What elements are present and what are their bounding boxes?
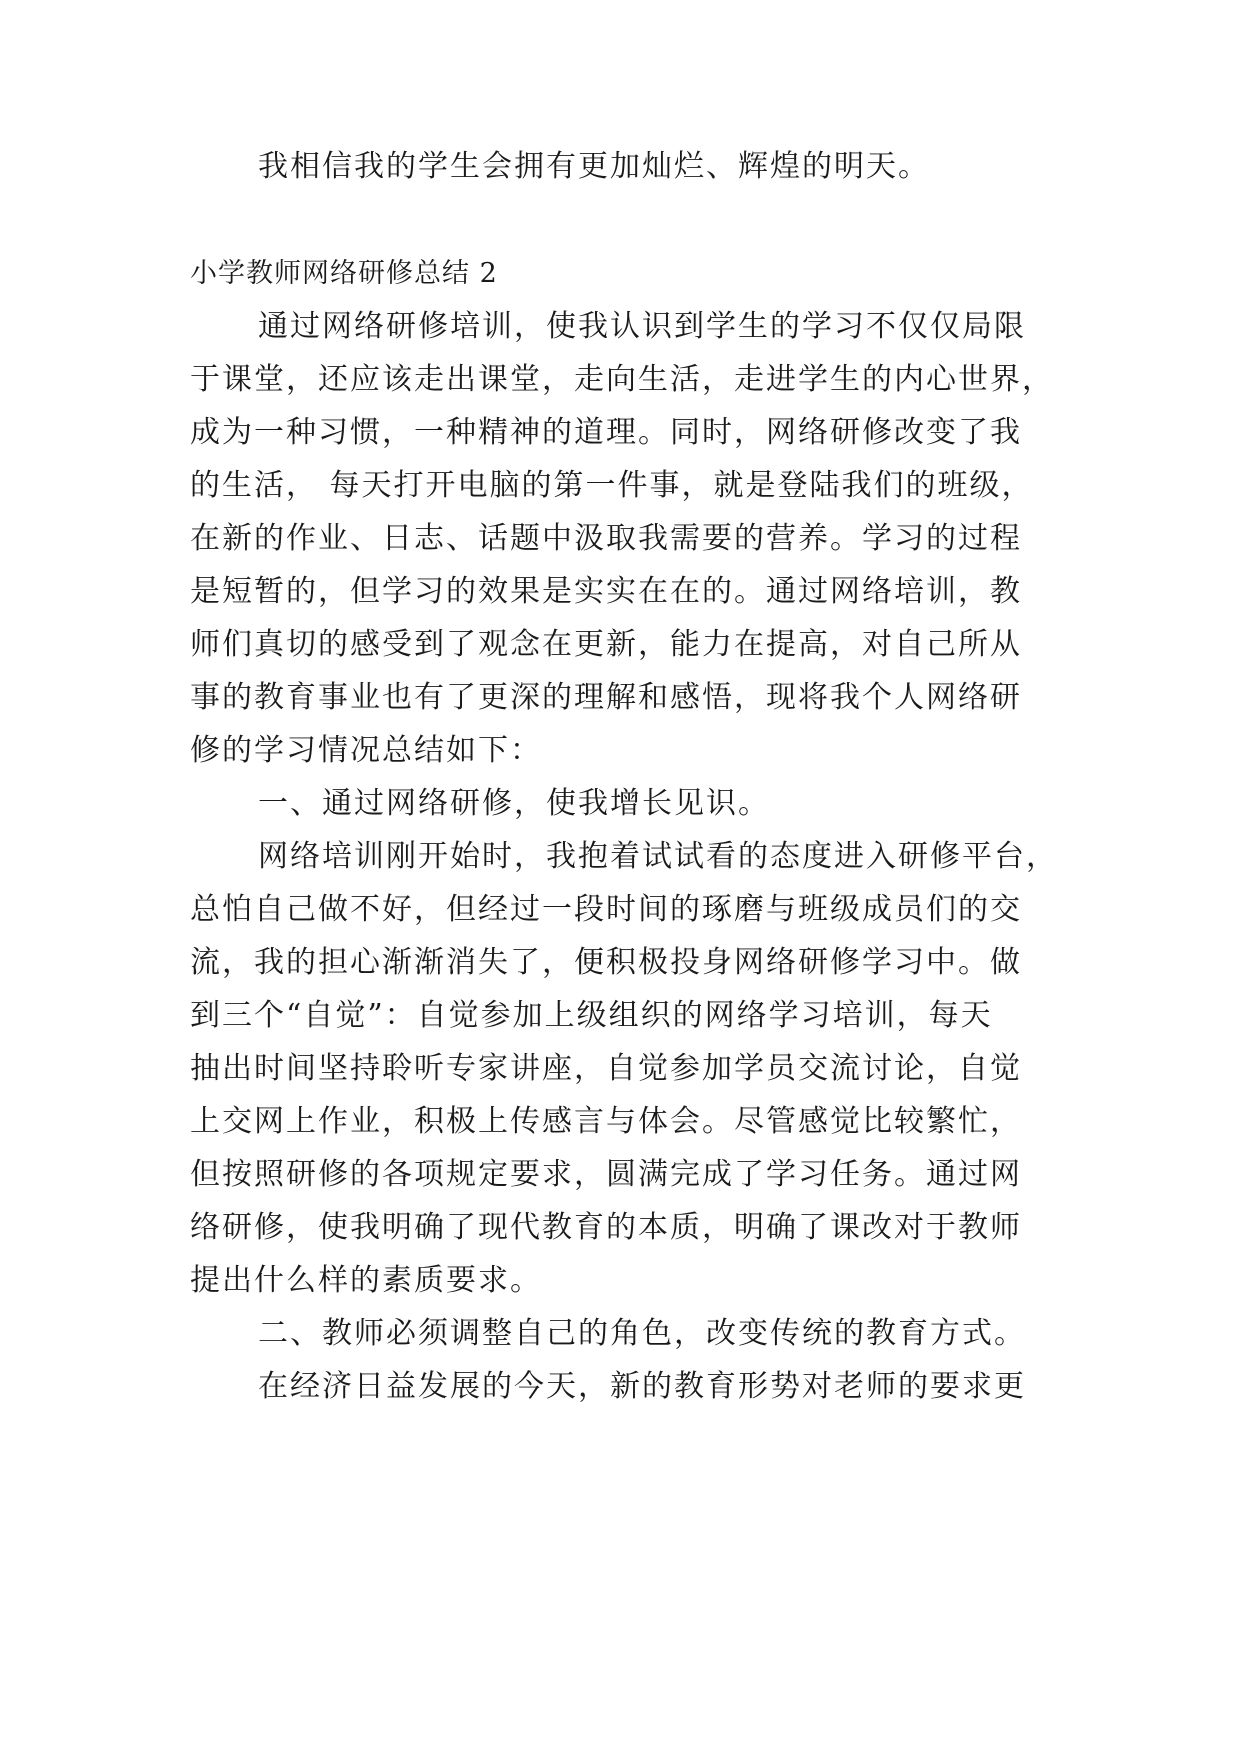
paragraph-line: 总怕自己做不好，但经过一段时间的琢磨与班级成员们的交 bbox=[190, 892, 1022, 927]
paragraph-line: 修的学习情况总结如下： bbox=[190, 733, 542, 768]
paragraph-line: 上交网上作业，积极上传感言与体会。尽管感觉比较繁忙， bbox=[190, 1104, 1022, 1139]
paragraph-line: 在经济日益发展的今天，新的教育形势对老师的要求更 bbox=[258, 1369, 1026, 1404]
paragraph-line: 但按照研修的各项规定要求，圆满完成了学习任务。通过网 bbox=[190, 1157, 1022, 1192]
paragraph-line: 师们真切的感受到了观念在更新，能力在提高，对自己所从 bbox=[190, 627, 1022, 662]
paragraph-line: 抽出时间坚持聆听专家讲座，自觉参加学员交流讨论，自觉 bbox=[190, 1051, 1022, 1086]
paragraph-line: 在新的作业、日志、话题中汲取我需要的营养。学习的过程 bbox=[190, 521, 1022, 556]
point-heading-1: 一、通过网络研修，使我增长见识。 bbox=[258, 786, 770, 821]
point-heading-2: 二、教师必须调整自己的角色，改变传统的教育方式。 bbox=[258, 1316, 1026, 1351]
section-title: 小学教师网络研修总结 2 bbox=[190, 258, 498, 289]
carryover-line: 我相信我的学生会拥有更加灿烂、辉煌的明天。 bbox=[258, 149, 930, 184]
paragraph-line: 于课堂，还应该走出课堂，走向生活，走进学生的内心世界， bbox=[190, 362, 1054, 397]
paragraph-line: 到三个“自觉”：自觉参加上级组织的网络学习培训，每天 bbox=[190, 998, 993, 1033]
paragraph-line: 是短暂的，但学习的效果是实实在在的。通过网络培训，教 bbox=[190, 574, 1022, 609]
paragraph-line: 络研修，使我明确了现代教育的本质，明确了课改对于教师 bbox=[190, 1210, 1022, 1245]
paragraph-line: 提出什么样的素质要求。 bbox=[190, 1263, 542, 1298]
paragraph-line: 的生活， 每天打开电脑的第一件事，就是登陆我们的班级， bbox=[190, 468, 1034, 503]
paragraph-line: 事的教育事业也有了更深的理解和感悟，现将我个人网络研 bbox=[190, 680, 1022, 715]
paragraph-line: 成为一种习惯，一种精神的道理。同时，网络研修改变了我 bbox=[190, 415, 1022, 450]
paragraph-line: 流，我的担心渐渐消失了，便积极投身网络研修学习中。做 bbox=[190, 945, 1022, 980]
paragraph-line: 通过网络研修培训，使我认识到学生的学习不仅仅局限 bbox=[258, 309, 1026, 344]
paragraph-line: 网络培训刚开始时，我抱着试试看的态度进入研修平台， bbox=[258, 839, 1058, 874]
